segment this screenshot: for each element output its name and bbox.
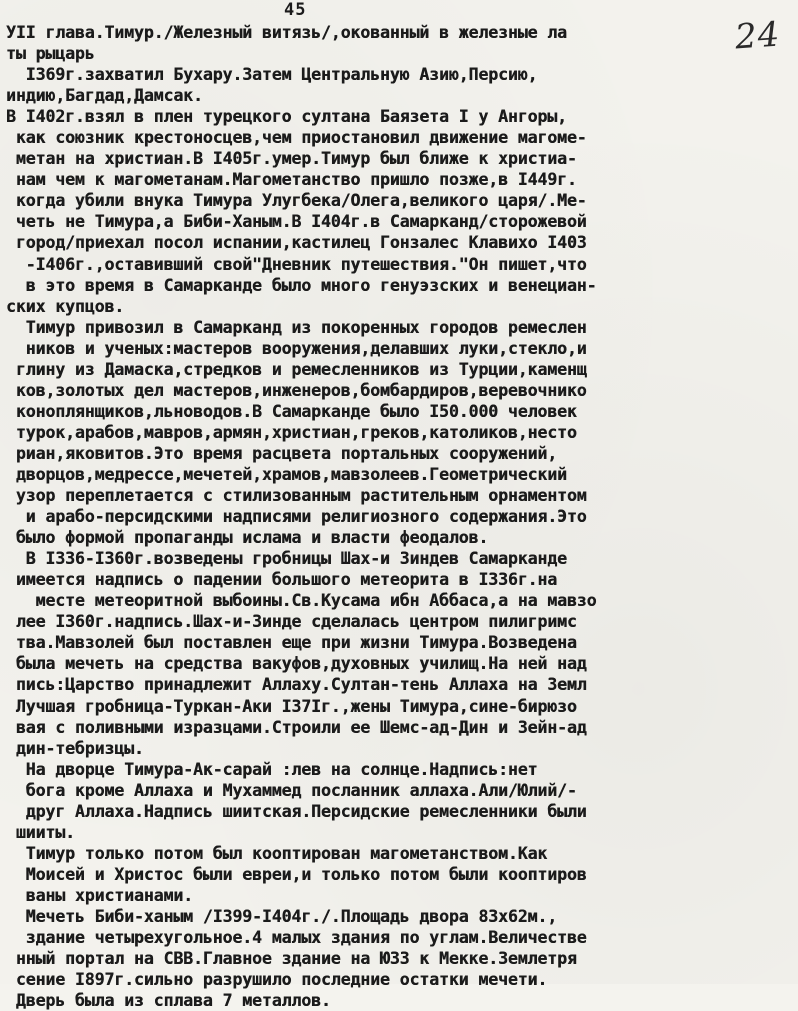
text-line: глину из Дамаска,стредков и ремесленников из Турции,каменщ (6, 359, 587, 379)
text-line: город/приехал посол испании,кастилец Гонзалес Клавихо I403 (6, 233, 587, 253)
text-line: -I406г.,оставивший свой"Дневник путешествия."Он пишет,что (6, 254, 587, 274)
text-line: нный портал на СВВ.Главное здание на ЮЗЗ к Мекке.Землетря (6, 949, 577, 969)
text-line: четь не Тимура,а Биби-Ханым.В I404г.в Самарканд/сторожевой (6, 212, 587, 232)
text-line: ников и ученых:мастеров вооружения,делавших луки,стекло,и (6, 338, 587, 358)
text-line: Дверь была из сплава 7 металлов. (6, 991, 331, 1011)
text-line: ских купцов. (6, 296, 125, 316)
text-line: узор переплетается с стилизованным растительным орнаментом (6, 486, 587, 506)
text-line: сение I897г.сильно разрушило последние остатки мечети. (6, 970, 548, 990)
text-line: индию,Багдад,Дамсак. (6, 86, 203, 106)
text-line: и арабо-персидскими надписями религиозного содержания.Это (6, 507, 587, 527)
text-line: ты рыцарь (6, 44, 95, 64)
text-line: I369г.захватил Бухару.Затем Центральную Азию,Персию, (6, 65, 538, 85)
text-line: Тимур только потом был кооптирован магометанством.Как (6, 843, 548, 863)
text-line: здание четырехугольное.4 малых здания по углам.Величестве (6, 928, 587, 948)
text-line: Моисей и Христос были евреи,и только потом были кооптиров (6, 864, 587, 884)
text-line: бога кроме Аллаха и Мухаммед посланник аллаха.Али/Юлий/- (6, 780, 577, 800)
text-line: друг Аллаха.Надпись шиитская.Персидские ремесленники были (6, 801, 587, 821)
text-line: ков,золотых дел мастеров,инженеров,бомбардиров,веревочнико (6, 380, 587, 400)
text-line: шииты. (6, 822, 75, 842)
text-line: коноплянщиков,льноводов.В Самарканде было I50.000 человек (6, 401, 577, 421)
text-line: метан на христиан.В I405г.умер.Тимур был ближе к христиа- (6, 149, 577, 169)
text-line: В I336-I360г.возведены гробницы Шах-и Зиндев Самарканде (6, 549, 567, 569)
text-line: вая с поливными изразцами.Строили ее Шемс-ад-Дин и Зейн-ад (6, 717, 587, 737)
text-line: была мечеть на средства вакуфов,духовных училищ.На ней над (6, 654, 587, 674)
text-line: Тимур привозил в Самарканд из покоренных городов ремеслен (6, 317, 587, 337)
page-number: 45 (284, 0, 307, 20)
text-line: риан,яковитов.Это время расцвета портальных сооружений, (6, 443, 558, 463)
text-line: тва.Мавзолей был поставлен еще при жизни Тимура.Возведена (6, 633, 577, 653)
text-line: было формой пропаганды ислама и власти феодалов. (6, 528, 489, 548)
typewritten-text (6, 22, 796, 1011)
text-line: дин-тебризцы. (6, 738, 144, 758)
text-line: Мечеть Биби-ханым /I399-I404г./.Площадь двора 83х62м., (6, 906, 558, 926)
handwritten-page-number: 24 (733, 14, 782, 58)
text-line: дворцов,медрессе,мечетей,храмов,мавзолеев.Геометрический (6, 464, 567, 484)
text-line: Лучшая гробница-Туркан-Аки I37Iг.,жены Тимура,сине-бирюзо (6, 696, 577, 716)
text-line: нам чем к магометанам.Магометанство пришло позже,в I449г. (6, 170, 577, 190)
text-line: лее I360г.надпись.Шах-и-Зинде сделалась центром пилигримс (6, 612, 577, 632)
text-line: как союзник крестоносцев,чем приостановил движение магоме- (6, 128, 587, 148)
text-line: имеется надпись о падении большого метеорита в I336г.на (6, 570, 558, 590)
text-line: когда убили внука Тимура Улугбека/Олега,великого царя/.Ме- (6, 191, 587, 211)
text-line: УII глава.Тимур./Железный витязь/,окованный в железные ла (6, 23, 567, 42)
text-line: пись:Царство принадлежит Аллаху.Султан-тень Аллаха на Земл (6, 675, 587, 695)
text-line: В I402г.взял в плен турецкого султана Баязета I у Ангоры, (6, 107, 567, 127)
text-line: месте метеоритной выбоины.Св.Кусама ибн Аббаса,а на мавзо (6, 591, 597, 611)
text-line: в это время в Самарканде было много генуэзских и венециан- (6, 275, 597, 295)
text-line: турок,арабов,мавров,армян,христиан,греков,католиков,несто (6, 422, 577, 442)
text-line: На дворце Тимура-Ак-сарай :лев на солнце.Надпись:нет (6, 759, 538, 779)
text-line: ваны христианами. (6, 885, 193, 905)
